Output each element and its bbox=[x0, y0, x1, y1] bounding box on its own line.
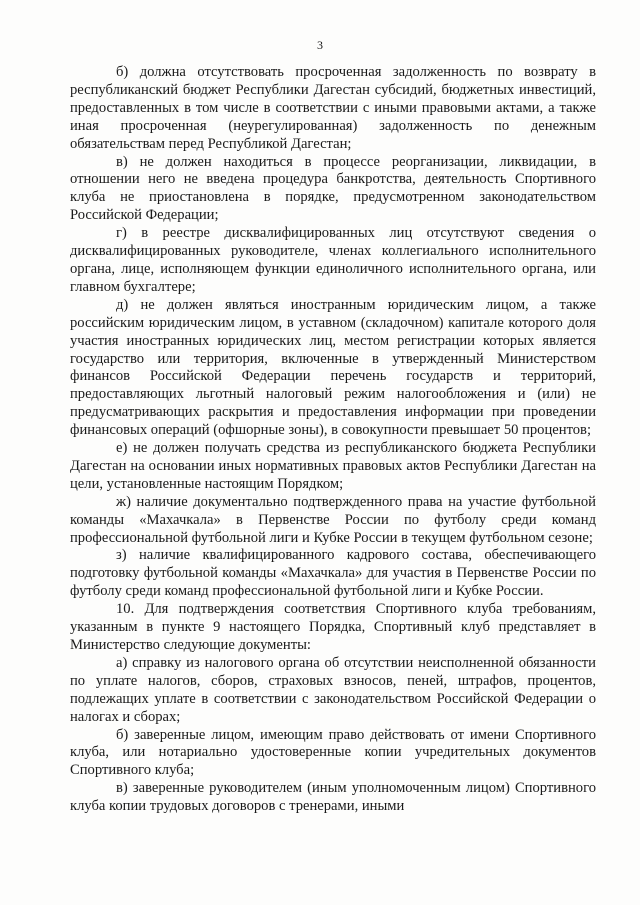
paragraph-9g: г) в реестре дисквалифицированных лиц отсутствуют сведения о дисквалифицированных руководителе, членах коллегиального исполнительного органа, лице, исполняющем функции единоличного исполнительного органа, или главном бухгалтере; bbox=[70, 225, 596, 295]
paragraph-9z: з) наличие квалифицированного кадрового состава, обеспечивающего подготовку футбольной команды «Махачкала» для участия в Первенстве России по футболу среди команд профессиональной футбольной лиги и Кубке России. bbox=[70, 547, 596, 600]
paragraph-10b: б) заверенные лицом, имеющим право действовать от имени Спортивного клуба, или нотариально удостоверенные копии учредительных документов Спортивного клуба; bbox=[70, 726, 596, 779]
paragraph-9d: д) не должен являться иностранным юридическим лицом, а также российским юридическим лицом, в уставном (складочном) капитале которого доля участия иностранных юридических лиц, местом регистрации которых является государство или территория, включенные в утвержденный Министерством финансов Российской Федерации перечень государств и территорий, предоставляющих льготный налоговый режим налогообложения и (или) не предусматривающих раскрытия и предоставления информации при проведении финансовых операций (офшорные зоны), в совокупности превышает 50 процентов; bbox=[70, 296, 596, 439]
document-body bbox=[70, 64, 596, 816]
paragraph-10v: в) заверенные руководителем (иным уполномоченным лицом) Спортивного клуба копии трудовых договоров с тренерами, иными bbox=[70, 780, 596, 815]
paragraph-10a: а) справку из налогового органа об отсутствии неисполненной обязанности по уплате налогов, сборов, страховых взносов, пеней, штрафов, процентов, подлежащих уплате в соответствии с законодательством Российской Федерации о налогах и сборах; bbox=[70, 654, 596, 725]
paragraph-9e: е) не должен получать средства из республиканского бюджета Республики Дагестан на основании иных нормативных правовых актов Республики Дагестан на цели, установленные настоящим Порядком; bbox=[70, 440, 596, 492]
paragraph-9v: в) не должен находиться в процессе реорганизации, ликвидации, в отношении него не введена процедура банкротства, деятельность Спортивного клуба не приостановлена в порядке, предусмотренном законодательством Российской Федерации; bbox=[70, 153, 596, 224]
paragraph-10: 10. Для подтверждения соответствия Спортивного клуба требованиям, указанным в пункте 9 настоящего Порядка, Спортивный клуб представляет в Министерство следующие документы: bbox=[70, 601, 596, 653]
page-number: 3 bbox=[317, 38, 323, 52]
paragraph-9b: б) должна отсутствовать просроченная задолженность по возврату в республиканский бюджет Республики Дагестан субсидий, бюджетных инвестиций, предоставленных в том числе в соответствии с иными правовыми актами, а также иная просроченная (неурегулированная) задолженность по денежным обязательствам перед Республикой Дагестан; bbox=[70, 64, 596, 152]
paragraph-9zh: ж) наличие документально подтвержденного права на участие футбольной команды «Махачкала» в Первенстве России по футболу среди команд профессиональной футбольной лиги и Кубке России в текущем футбольном сезоне; bbox=[70, 493, 596, 546]
